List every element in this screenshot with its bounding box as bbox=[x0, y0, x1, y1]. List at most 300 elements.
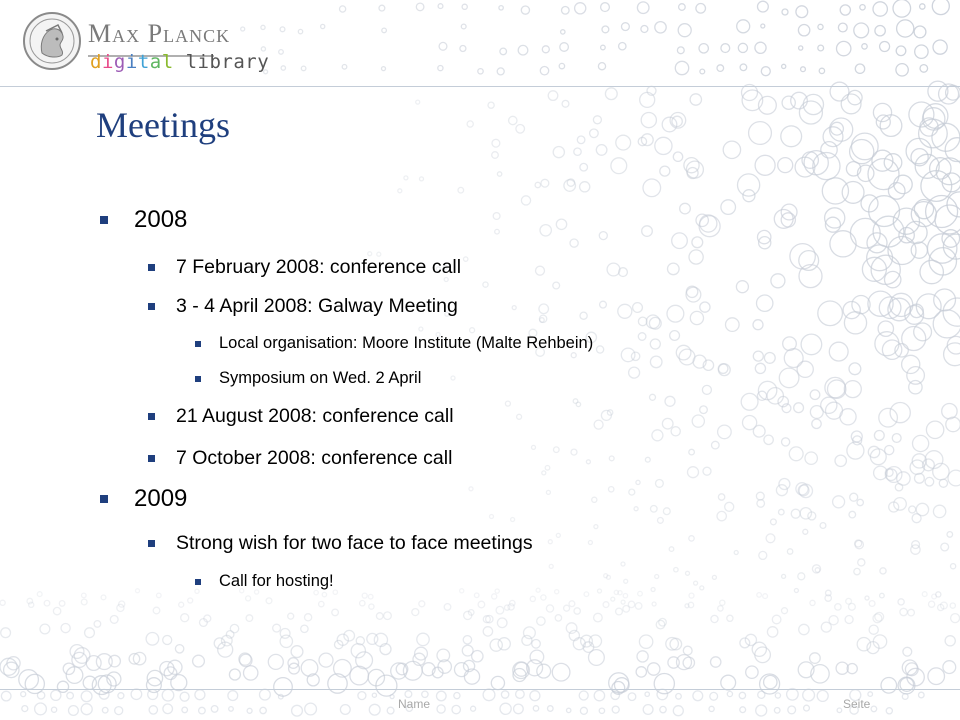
max-planck-digital-library-logo bbox=[22, 11, 270, 75]
background-circle bbox=[623, 606, 630, 613]
background-circle bbox=[688, 467, 699, 478]
background-circle bbox=[885, 271, 901, 287]
bullet-level-2 bbox=[176, 532, 533, 555]
background-circle bbox=[59, 601, 65, 607]
bullet-text: Strong wish for two face to face meetings bbox=[176, 532, 533, 554]
background-circle bbox=[914, 200, 933, 219]
background-circle bbox=[535, 182, 540, 187]
background-circle bbox=[805, 452, 817, 464]
background-circle bbox=[280, 635, 292, 647]
background-circle bbox=[670, 331, 680, 341]
background-circle bbox=[419, 601, 425, 607]
background-circle bbox=[660, 706, 666, 712]
background-circle bbox=[81, 704, 92, 715]
background-circle bbox=[781, 126, 802, 147]
background-circle bbox=[890, 403, 910, 423]
logo-letter: i bbox=[125, 51, 138, 73]
background-circle bbox=[902, 355, 920, 373]
background-circle bbox=[497, 618, 507, 628]
background-circle bbox=[902, 660, 917, 675]
logo-letter: d bbox=[90, 51, 102, 73]
background-circle bbox=[53, 607, 60, 614]
background-circle bbox=[532, 445, 536, 449]
background-circle bbox=[314, 590, 318, 594]
background-circle bbox=[882, 340, 901, 359]
background-circle bbox=[845, 616, 853, 624]
bullet-square-icon bbox=[195, 376, 201, 382]
background-circle bbox=[470, 328, 475, 333]
background-circle bbox=[101, 595, 106, 600]
background-circle bbox=[908, 609, 915, 616]
background-circle bbox=[676, 694, 682, 700]
background-circle bbox=[390, 695, 394, 699]
background-circle bbox=[629, 489, 635, 495]
background-circle bbox=[521, 196, 530, 205]
background-circle bbox=[554, 447, 560, 453]
background-circle bbox=[831, 122, 844, 135]
background-circle bbox=[764, 353, 775, 364]
background-circle bbox=[273, 624, 281, 632]
background-circle bbox=[692, 237, 703, 248]
background-circle bbox=[182, 707, 188, 713]
background-circle bbox=[919, 692, 925, 698]
background-circle bbox=[37, 692, 44, 699]
bullet-text: Symposium on Wed. 2 April bbox=[219, 369, 422, 387]
background-circle bbox=[672, 233, 688, 249]
background-circle bbox=[727, 615, 733, 621]
background-circle bbox=[530, 596, 535, 601]
background-circle bbox=[635, 603, 642, 610]
background-circle bbox=[880, 593, 885, 598]
background-circle bbox=[500, 703, 511, 714]
background-circle bbox=[305, 703, 317, 715]
background-circle bbox=[694, 581, 698, 585]
background-circle bbox=[909, 381, 922, 394]
background-circle bbox=[669, 547, 674, 552]
background-circle bbox=[788, 706, 796, 714]
background-circle bbox=[850, 493, 858, 501]
background-circle bbox=[260, 707, 266, 713]
background-circle bbox=[783, 337, 797, 351]
background-circle bbox=[615, 678, 630, 693]
background-circle bbox=[81, 599, 87, 605]
background-circle bbox=[800, 508, 811, 519]
background-circle bbox=[758, 691, 765, 698]
background-circle bbox=[603, 602, 609, 608]
background-circle bbox=[546, 490, 550, 494]
background-circle bbox=[667, 305, 684, 322]
background-circle bbox=[586, 460, 590, 464]
background-circle bbox=[920, 260, 943, 283]
background-circle bbox=[351, 644, 365, 658]
background-circle bbox=[803, 529, 808, 534]
background-circle bbox=[398, 189, 402, 193]
background-circle bbox=[702, 385, 711, 394]
background-circle bbox=[818, 301, 843, 326]
background-circle bbox=[782, 574, 786, 578]
background-circle bbox=[517, 414, 522, 419]
background-circle bbox=[162, 689, 174, 701]
background-circle bbox=[1, 691, 11, 701]
background-circle bbox=[564, 605, 570, 611]
background-circle bbox=[879, 408, 898, 427]
background-circle bbox=[536, 588, 540, 592]
background-circle bbox=[868, 692, 873, 697]
background-circle bbox=[683, 657, 694, 668]
background-circle bbox=[794, 589, 798, 593]
background-circle bbox=[624, 579, 628, 583]
background-circle bbox=[646, 315, 659, 328]
background-circle bbox=[782, 608, 788, 614]
background-circle bbox=[650, 339, 660, 349]
background-circle bbox=[718, 606, 723, 611]
background-circle bbox=[94, 621, 101, 628]
background-circle bbox=[641, 134, 653, 146]
background-circle bbox=[512, 306, 516, 310]
background-circle bbox=[648, 663, 660, 675]
background-circle bbox=[718, 364, 728, 374]
background-circle bbox=[319, 653, 333, 667]
background-circle bbox=[229, 669, 240, 680]
background-circle bbox=[412, 609, 419, 616]
background-circle bbox=[700, 406, 708, 414]
background-circle bbox=[810, 600, 815, 605]
background-circle bbox=[844, 312, 866, 334]
background-circle bbox=[801, 334, 822, 355]
background-circle bbox=[268, 654, 283, 669]
background-circle bbox=[61, 624, 70, 633]
background-circle bbox=[319, 601, 324, 606]
background-circle bbox=[458, 187, 464, 193]
bullet-level-1 bbox=[134, 206, 187, 234]
background-circle bbox=[609, 456, 614, 461]
background-circle bbox=[674, 568, 678, 572]
background-circle bbox=[778, 158, 793, 173]
background-circle bbox=[569, 601, 575, 607]
slide-header bbox=[0, 0, 960, 87]
background-circle bbox=[881, 678, 897, 694]
background-circle bbox=[844, 381, 861, 398]
bullet-level-3 bbox=[219, 572, 334, 591]
background-circle bbox=[188, 598, 193, 603]
background-circle bbox=[599, 708, 604, 713]
background-circle bbox=[869, 601, 875, 607]
background-circle bbox=[799, 265, 822, 288]
background-circle bbox=[645, 457, 650, 462]
background-circle bbox=[581, 635, 593, 647]
background-circle bbox=[700, 302, 710, 312]
bullet-square-icon bbox=[148, 540, 155, 547]
background-circle bbox=[655, 137, 672, 154]
bullet-square-icon bbox=[148, 455, 155, 462]
background-circle bbox=[589, 650, 605, 666]
background-circle bbox=[628, 693, 636, 701]
background-circle bbox=[493, 213, 500, 220]
background-circle bbox=[858, 559, 865, 566]
background-circle bbox=[0, 600, 5, 605]
background-circle bbox=[274, 678, 293, 697]
background-circle bbox=[652, 430, 663, 441]
background-circle bbox=[67, 692, 74, 699]
background-circle bbox=[157, 593, 162, 598]
background-circle bbox=[584, 592, 589, 597]
background-circle bbox=[163, 704, 173, 714]
logo-letter: library bbox=[173, 51, 270, 73]
background-circle bbox=[934, 289, 956, 311]
background-circle bbox=[833, 496, 845, 508]
background-circle bbox=[483, 282, 488, 287]
background-circle bbox=[607, 263, 620, 276]
background-circle bbox=[874, 431, 884, 441]
background-circle bbox=[689, 593, 694, 598]
background-circle bbox=[916, 294, 941, 319]
background-circle bbox=[829, 616, 838, 625]
background-circle bbox=[945, 636, 955, 646]
background-circle bbox=[755, 363, 765, 373]
background-circle bbox=[149, 706, 157, 714]
background-circle bbox=[791, 92, 808, 109]
background-circle bbox=[651, 506, 658, 513]
background-circle bbox=[228, 691, 238, 701]
background-circle bbox=[82, 593, 87, 598]
background-circle bbox=[898, 599, 904, 605]
background-circle bbox=[555, 615, 561, 621]
background-circle bbox=[471, 706, 476, 711]
background-circle bbox=[771, 274, 785, 288]
background-circle bbox=[725, 502, 734, 511]
logo-letter: g bbox=[113, 51, 126, 73]
background-circle bbox=[763, 594, 768, 599]
background-circle bbox=[246, 596, 251, 601]
background-circle bbox=[779, 479, 790, 490]
background-circle bbox=[810, 390, 820, 400]
background-circle bbox=[950, 603, 955, 608]
background-circle bbox=[721, 200, 736, 215]
background-circle bbox=[548, 540, 552, 544]
background-circle bbox=[567, 708, 571, 712]
background-circle bbox=[951, 614, 960, 623]
background-circle bbox=[516, 690, 525, 699]
background-circle bbox=[928, 668, 945, 685]
background-circle bbox=[943, 661, 956, 674]
background-circle bbox=[757, 391, 766, 400]
background-circle bbox=[588, 541, 592, 545]
background-circle bbox=[759, 551, 767, 559]
background-circle bbox=[367, 633, 378, 644]
background-circle bbox=[659, 618, 667, 626]
background-circle bbox=[623, 594, 627, 598]
background-circle bbox=[849, 511, 856, 518]
background-circle bbox=[797, 361, 813, 377]
background-circle bbox=[368, 594, 373, 599]
background-circle bbox=[230, 624, 238, 632]
background-circle bbox=[247, 708, 252, 713]
background-circle bbox=[229, 707, 234, 712]
background-circle bbox=[570, 239, 578, 247]
background-circle bbox=[246, 615, 253, 622]
background-circle bbox=[753, 320, 763, 330]
background-circle bbox=[532, 640, 541, 649]
background-circle bbox=[597, 346, 604, 353]
background-circle bbox=[894, 175, 912, 193]
background-circle bbox=[556, 533, 560, 537]
background-circle bbox=[180, 692, 189, 701]
background-circle bbox=[19, 670, 39, 690]
background-circle bbox=[639, 635, 652, 648]
background-circle bbox=[723, 141, 740, 158]
background-circle bbox=[146, 633, 159, 646]
background-circle bbox=[641, 113, 656, 128]
background-circle bbox=[340, 705, 350, 715]
bullet-level-2 bbox=[176, 405, 454, 428]
background-circle bbox=[903, 647, 912, 656]
background-circle bbox=[496, 606, 504, 614]
background-circle bbox=[782, 438, 790, 446]
background-circle bbox=[787, 689, 799, 701]
background-circle bbox=[469, 487, 473, 491]
background-circle bbox=[51, 690, 61, 700]
background-circle bbox=[718, 425, 732, 439]
background-circle bbox=[360, 601, 365, 606]
background-circle bbox=[776, 485, 787, 496]
background-circle bbox=[25, 674, 44, 693]
background-circle bbox=[933, 310, 960, 338]
background-circle bbox=[926, 421, 943, 438]
background-circle bbox=[636, 667, 646, 677]
background-circle bbox=[756, 705, 767, 716]
background-circle bbox=[594, 690, 604, 700]
background-circle bbox=[148, 690, 158, 700]
background-circle bbox=[894, 498, 907, 511]
background-circle bbox=[195, 690, 205, 700]
background-circle bbox=[892, 434, 901, 443]
background-circle bbox=[939, 479, 947, 487]
background-circle bbox=[328, 674, 347, 693]
background-circle bbox=[70, 645, 84, 659]
background-circle bbox=[536, 266, 545, 275]
background-circle bbox=[301, 625, 308, 632]
background-circle bbox=[344, 630, 355, 641]
background-circle bbox=[746, 666, 758, 678]
background-circle bbox=[690, 94, 701, 105]
background-circle bbox=[633, 303, 643, 313]
background-circle bbox=[775, 693, 780, 698]
background-circle bbox=[511, 518, 515, 522]
background-circle bbox=[533, 706, 538, 711]
background-circle bbox=[85, 628, 95, 638]
background-circle bbox=[44, 600, 50, 606]
background-circle bbox=[490, 639, 502, 651]
background-circle bbox=[110, 616, 118, 624]
background-circle bbox=[656, 620, 665, 629]
background-circle bbox=[767, 627, 777, 637]
background-circle bbox=[384, 612, 392, 620]
background-circle bbox=[634, 507, 638, 511]
background-circle bbox=[922, 592, 927, 597]
background-circle bbox=[755, 155, 775, 175]
background-circle bbox=[454, 693, 460, 699]
background-circle bbox=[720, 600, 725, 605]
background-circle bbox=[571, 353, 576, 358]
background-circle bbox=[689, 250, 703, 264]
background-circle bbox=[774, 708, 780, 714]
background-circle bbox=[260, 689, 271, 700]
background-circle bbox=[739, 692, 745, 698]
background-circle bbox=[244, 666, 258, 680]
background-circle bbox=[490, 515, 494, 519]
background-circle bbox=[823, 127, 843, 147]
background-circle bbox=[668, 263, 680, 275]
background-circle bbox=[541, 179, 549, 187]
background-circle bbox=[712, 575, 716, 579]
background-circle bbox=[743, 416, 757, 430]
bullet-square-icon bbox=[148, 413, 155, 420]
background-circle bbox=[444, 604, 451, 611]
background-circle bbox=[913, 435, 929, 451]
background-circle bbox=[932, 594, 937, 599]
background-circle bbox=[686, 287, 701, 302]
background-circle bbox=[668, 657, 679, 668]
background-circle bbox=[906, 138, 931, 163]
background-circle bbox=[643, 179, 661, 197]
background-circle bbox=[718, 494, 724, 500]
background-circle bbox=[181, 614, 189, 622]
background-circle bbox=[740, 707, 746, 713]
background-circle bbox=[652, 602, 656, 606]
background-circle bbox=[387, 707, 394, 714]
background-circle bbox=[495, 229, 500, 234]
background-circle bbox=[549, 564, 553, 568]
background-circle bbox=[611, 158, 627, 174]
background-circle bbox=[942, 404, 957, 419]
background-circle bbox=[509, 116, 517, 124]
background-circle bbox=[22, 706, 28, 712]
background-circle bbox=[671, 427, 680, 436]
background-circle bbox=[738, 174, 760, 196]
background-circle bbox=[947, 532, 953, 538]
background-circle bbox=[907, 367, 925, 385]
background-circle bbox=[650, 356, 662, 368]
background-circle bbox=[654, 674, 674, 694]
background-circle bbox=[779, 509, 785, 515]
background-circle bbox=[546, 605, 553, 612]
background-circle bbox=[193, 655, 205, 667]
background-circle bbox=[835, 455, 846, 466]
background-circle bbox=[81, 691, 92, 702]
background-circle bbox=[541, 595, 546, 600]
background-circle bbox=[153, 607, 160, 614]
bullet-text: 3 - 4 April 2008: Galway Meeting bbox=[176, 295, 458, 317]
background-circle bbox=[552, 663, 570, 681]
background-circle bbox=[131, 689, 142, 700]
logo-letter: t bbox=[137, 51, 150, 73]
background-circle bbox=[117, 604, 124, 611]
background-circle bbox=[594, 420, 603, 429]
background-circle bbox=[829, 342, 848, 361]
background-circle bbox=[548, 91, 558, 101]
background-circle bbox=[689, 536, 694, 541]
background-circle bbox=[522, 635, 532, 645]
background-circle bbox=[692, 415, 704, 427]
background-circle bbox=[618, 304, 632, 318]
background-circle bbox=[362, 593, 367, 598]
background-circle bbox=[514, 704, 524, 714]
bullet-square-icon bbox=[100, 216, 108, 224]
bullet-text: 7 October 2008: conference call bbox=[176, 447, 453, 469]
background-circle bbox=[266, 598, 272, 604]
bullet-level-2 bbox=[176, 256, 461, 279]
background-circle bbox=[524, 627, 536, 639]
